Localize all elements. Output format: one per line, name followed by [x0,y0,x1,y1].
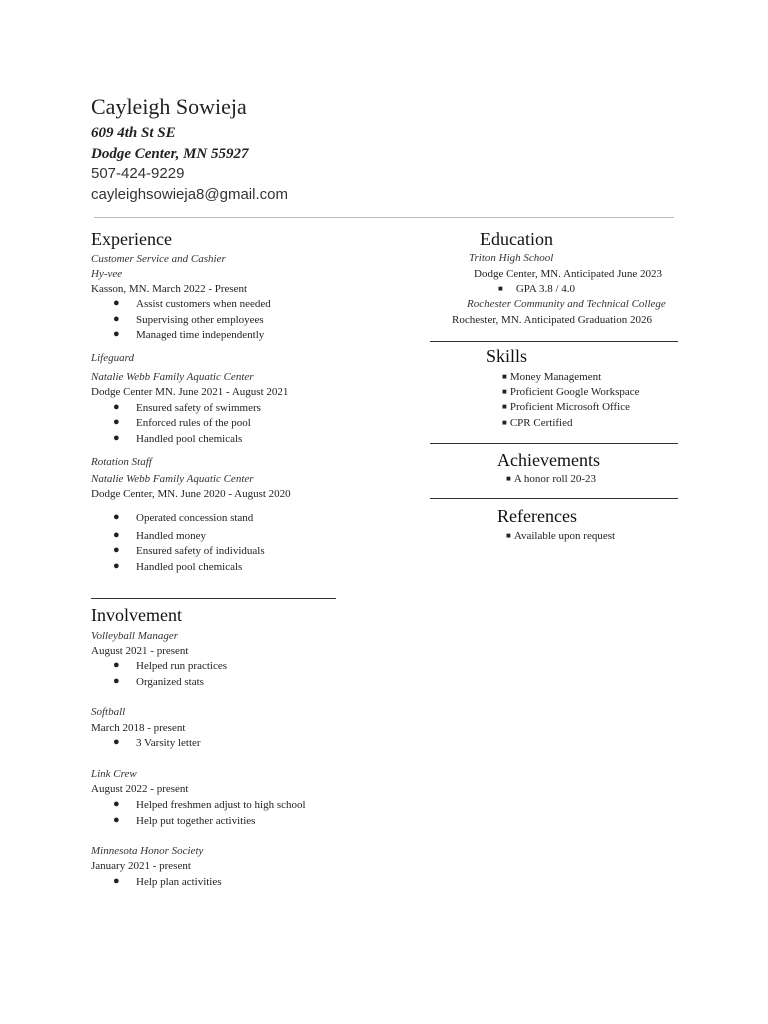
bullet-icon: ● [113,560,120,572]
address-line-1: 609 4th St SE [91,125,176,141]
bullet-icon: ● [113,675,120,687]
bullet-icon: ● [113,875,120,887]
job-details: Dodge Center MN. June 2021 - August 2021 [91,386,289,398]
involvement-heading: Involvement [91,605,182,625]
bullet-icon: ● [113,511,120,523]
involvement-role: Minnesota Honor Society [91,845,204,857]
involvement-role: Volleyball Manager [91,630,179,642]
square-bullet-icon: ■ [502,372,507,381]
bullet-icon: ● [113,736,120,748]
achievements-heading: Achievements [497,450,600,470]
bullet-icon: ● [113,432,120,444]
bullet-icon: ● [113,297,120,309]
square-bullet-icon: ■ [502,402,507,411]
list-item: ■ Available upon request [506,530,616,542]
square-bullet-icon: ■ [502,418,507,427]
candidate-name: Cayleigh Sowieja [91,94,247,119]
phone: 507-424-9229 [91,165,185,182]
involvement-role: Softball [91,706,126,718]
involvement-role: Link Crew [91,768,137,780]
bullet-icon: ● [113,544,120,556]
experience-heading: Experience [91,229,172,249]
list-item: ■ Proficient Microsoft Office [502,401,630,413]
job-role: Customer Service and Cashier [91,253,226,265]
list-item: ■ CPR Certified [502,417,573,429]
email: cayleighsowieja8@gmail.com [91,186,288,203]
list-item: ■ Money Management [502,371,602,383]
skills-heading: Skills [486,346,528,366]
section-divider [430,443,678,444]
bullet-icon: ● [113,313,120,325]
bullet-icon: ● [113,798,120,810]
square-bullet-icon: ■ [498,284,503,293]
bullet-icon: ● [113,328,120,340]
education-heading: Education [480,229,553,249]
bullet-icon: ● [113,814,120,826]
bullet-icon: ● [113,529,120,541]
job-details: Dodge Center, MN. June 2020 - August 2020 [91,488,291,500]
square-bullet-icon: ■ [502,387,507,396]
list-item: ■ Proficient Google Workspace [502,386,640,398]
header-divider [94,217,674,218]
section-divider [430,498,678,499]
address-line-2: Dodge Center, MN 55927 [91,146,249,162]
section-divider [430,341,678,342]
school-details: Rochester, MN. Anticipated Graduation 2026 [452,314,652,326]
involvement-dates: January 2021 - present [91,860,191,872]
job-employer: Natalie Webb Family Aquatic Center [91,473,254,485]
bullet-icon: ● [113,416,120,428]
job-role: Lifeguard [91,352,134,364]
involvement-dates: August 2021 - present [91,645,189,657]
school-name: Triton High School [469,252,554,264]
section-divider [91,598,336,599]
school-name: Rochester Community and Technical College [467,298,666,310]
job-details: Kasson, MN. March 2022 - Present [91,283,248,295]
references-heading: References [497,506,577,526]
job-employer: Hy-vee [91,268,123,280]
job-role: Rotation Staff [91,456,152,468]
list-item: ■ A honor roll 20-23 [506,473,597,485]
gpa: ■ GPA 3.8 / 4.0 [498,283,576,295]
job-employer: Natalie Webb Family Aquatic Center [91,371,254,383]
square-bullet-icon: ■ [506,531,511,540]
school-details: Dodge Center, MN. Anticipated June 2023 [474,268,663,280]
involvement-dates: March 2018 - present [91,722,186,734]
bullet-icon: ● [113,401,120,413]
bullet-icon: ● [113,659,120,671]
involvement-dates: August 2022 - present [91,783,189,795]
square-bullet-icon: ■ [506,474,511,483]
